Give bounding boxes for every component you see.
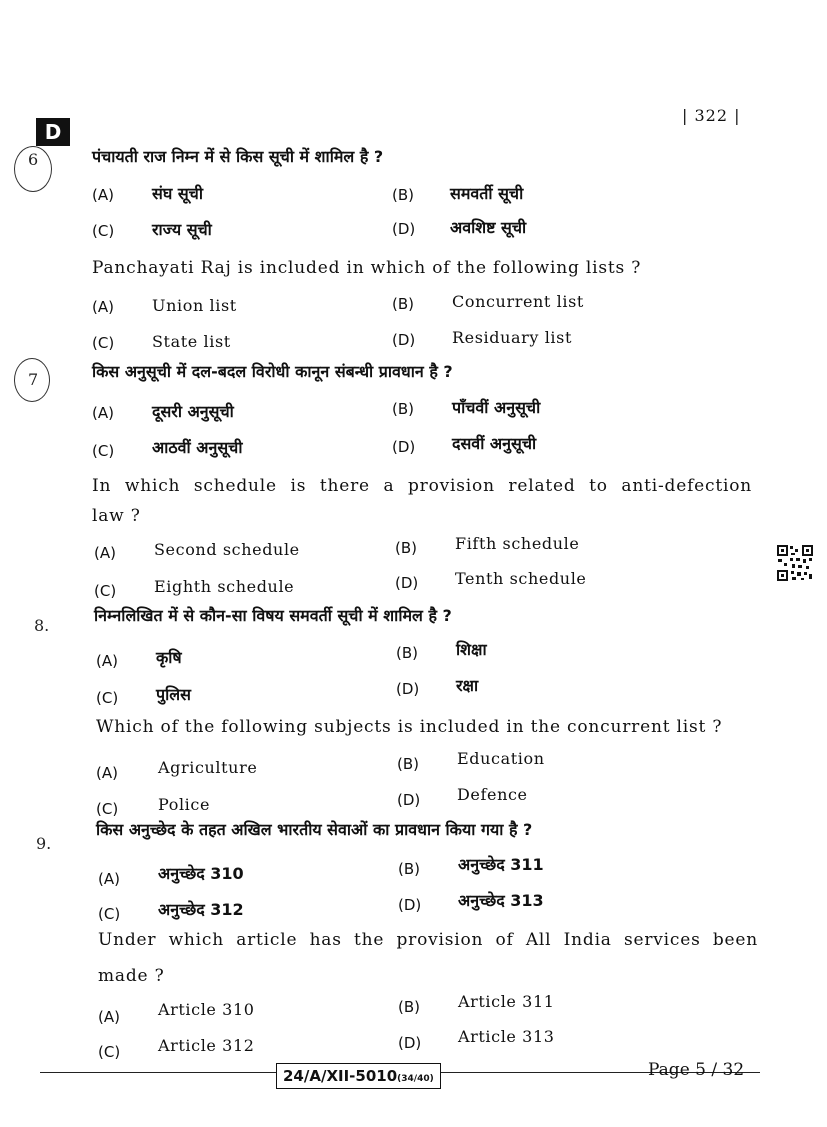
option-text: पुलिस	[156, 685, 191, 704]
option-text: अनुच्छेद 312	[158, 900, 244, 919]
option-text: अनुच्छेद 311	[458, 855, 544, 874]
question-number: 7	[28, 370, 39, 389]
option-label: (A)	[92, 298, 114, 316]
option-text: Eighth schedule	[154, 577, 295, 596]
option-text: State list	[152, 332, 231, 351]
option-label: (B)	[392, 186, 414, 204]
option-text: अवशिष्ट सूची	[450, 218, 527, 237]
option-text: Agriculture	[158, 758, 258, 777]
question-text-hindi: पंचायती राज निम्न में से किस सूची में शामिल है ?	[92, 147, 384, 166]
option-text: रक्षा	[456, 676, 479, 695]
option-label: (B)	[398, 998, 420, 1016]
option-text: Defence	[457, 785, 528, 804]
option-label: (D)	[398, 1034, 422, 1052]
option-text: अनुच्छेद 313	[458, 891, 544, 910]
option-text: Tenth schedule	[455, 569, 587, 588]
option-text: Police	[158, 795, 211, 814]
option-text: Residuary list	[452, 328, 572, 347]
option-label: (A)	[96, 764, 118, 782]
question-text-english: Panchayati Raj is included in which of the following lists ?	[92, 258, 642, 278]
question-text-english: Which of the following subjects is included in the concurrent list ?	[96, 717, 723, 737]
question-number: 9.	[36, 834, 52, 853]
paper-code-sub: (34/40)	[397, 1074, 434, 1084]
option-label: (B)	[392, 400, 414, 418]
option-label: (C)	[96, 800, 119, 818]
qr-code	[776, 544, 814, 582]
option-text: Article 313	[458, 1027, 555, 1046]
option-label: (A)	[98, 870, 120, 888]
option-label: (C)	[92, 334, 115, 352]
question-number: 8.	[34, 616, 50, 635]
paper-code: 24/A/XII-5010	[283, 1067, 398, 1085]
option-label: (C)	[98, 905, 121, 923]
option-label: (A)	[92, 186, 114, 204]
option-label: (C)	[92, 442, 115, 460]
question-text-english-continued: law ?	[92, 506, 141, 526]
option-text: Fifth schedule	[455, 534, 580, 553]
option-text: Second schedule	[154, 540, 300, 559]
option-label: (D)	[395, 574, 419, 592]
question-text-hindi: किस अनुसूची में दल-बदल विरोधी कानून संबन्धी प्रावधान है ?	[92, 362, 453, 381]
option-text: अनुच्छेद 310	[158, 864, 244, 883]
option-text: Concurrent list	[452, 292, 584, 311]
option-text: दसवीं अनुसूची	[452, 434, 537, 453]
option-text: कृषि	[156, 648, 182, 667]
option-label: (C)	[98, 1043, 121, 1061]
option-label: (B)	[392, 295, 414, 313]
question-text-hindi: निम्नलिखित में से कौन-सा विषय समवर्ती सूची में शामिल है ?	[94, 606, 452, 625]
question-text-hindi: किस अनुच्छेद के तहत अखिल भारतीय सेवाओं का प्रावधान किया गया है ?	[96, 820, 533, 839]
option-text: Union list	[152, 296, 237, 315]
option-text: राज्य सूची	[152, 220, 212, 239]
option-text: शिक्षा	[456, 640, 487, 659]
question-text-english-continued: made ?	[98, 966, 165, 986]
option-label: (B)	[397, 755, 419, 773]
question-text-english: In which schedule is there a provision related to anti-defection	[92, 476, 752, 496]
option-text: Article 310	[158, 1000, 255, 1019]
option-text: समवर्ती सूची	[450, 184, 524, 203]
option-label: (C)	[96, 689, 119, 707]
option-label: (B)	[398, 860, 420, 878]
option-label: (A)	[92, 404, 114, 422]
option-label: (A)	[96, 652, 118, 670]
option-text: आठवीं अनुसूची	[152, 438, 243, 457]
option-label: (D)	[398, 896, 422, 914]
option-label: (A)	[94, 544, 116, 562]
option-label: (D)	[392, 438, 416, 456]
option-label: (B)	[395, 539, 417, 557]
option-label: (A)	[98, 1008, 120, 1026]
option-text: Education	[457, 749, 545, 768]
option-text: Article 311	[458, 992, 555, 1011]
option-text: संघ सूची	[152, 184, 203, 203]
paper-code-box	[276, 1063, 441, 1089]
option-label: (D)	[392, 220, 416, 238]
question-number: 6	[28, 150, 39, 169]
option-text: Article 312	[158, 1036, 255, 1055]
page-number: | 322 |	[682, 106, 741, 125]
footer-page-number: Page 5 / 32	[648, 1060, 745, 1080]
option-label: (D)	[397, 791, 421, 809]
question-text-english: Under which article has the provision of All India services been	[98, 930, 758, 950]
option-label: (C)	[94, 582, 117, 600]
option-label: (C)	[92, 222, 115, 240]
option-label: (D)	[396, 680, 420, 698]
option-label: (D)	[392, 331, 416, 349]
qr-code-graphic	[776, 544, 814, 582]
option-text: दूसरी अनुसूची	[152, 402, 234, 421]
option-label: (B)	[396, 644, 418, 662]
set-label-badge: D	[36, 118, 70, 146]
option-text: पाँचवीं अनुसूची	[452, 398, 541, 417]
